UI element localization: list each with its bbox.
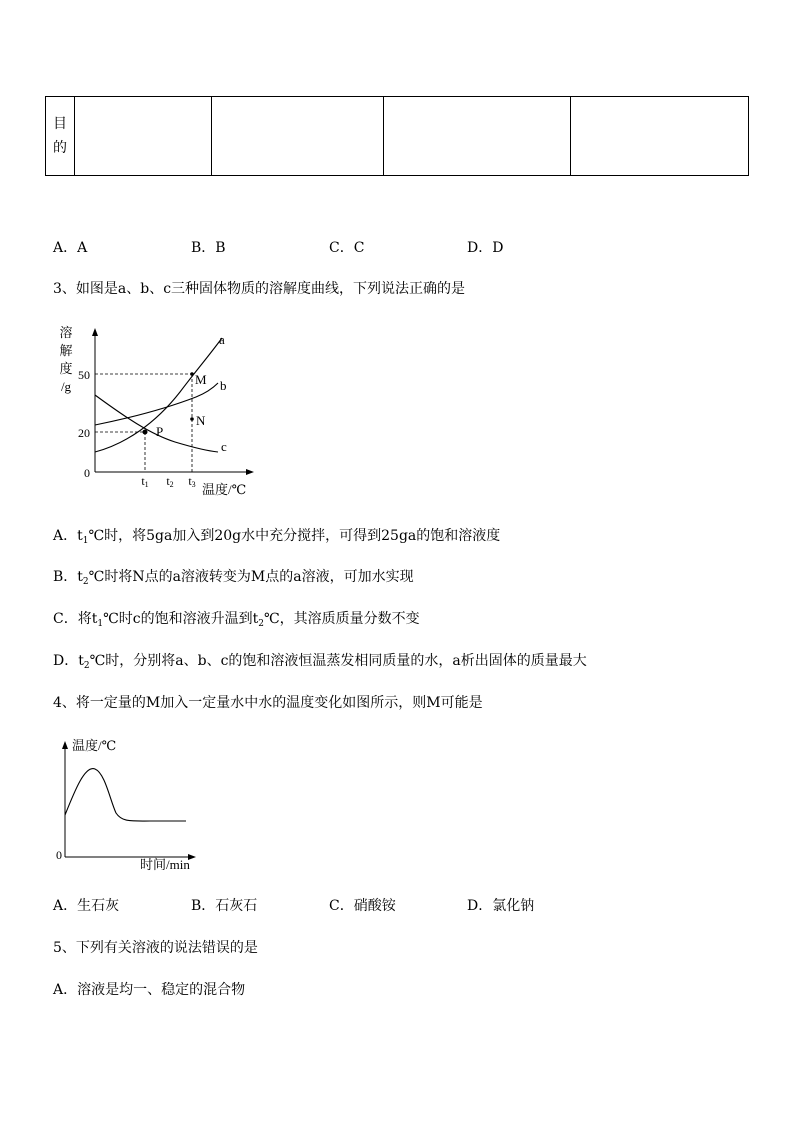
table-cell-d [571, 97, 749, 176]
q3-stem: 3、如图是a、b、c三种固体物质的溶解度曲线，下列说法正确的是 [53, 281, 466, 297]
q3-option-c: C．将$t_1℃$时c的饱和溶液升温到$t_2℃$，其溶质质量分数不变 [53, 611, 420, 629]
q3-option-b: B．$t_2℃$时将N点的a溶液转变为M点的a溶液，可加水实现 [53, 569, 414, 587]
point-label-n: N [196, 413, 206, 428]
temp-y-label: 温度/℃ [72, 738, 117, 753]
table-cell-c [384, 97, 571, 176]
table-label-cell [46, 97, 75, 176]
table-label-char-1: 目 [53, 116, 67, 132]
q2-option-a: A．A [53, 240, 88, 256]
q3-option-a: A．$t_1℃$时，将5ga加入到20g水中充分搅拌，可得到25ga的饱和溶液度 [53, 528, 501, 546]
table-label-char-2: 的 [53, 140, 67, 156]
temperature-chart [50, 735, 210, 875]
solubility-chart [50, 322, 260, 502]
y-axis-arrow [92, 328, 98, 336]
q2-option-c: C．C [329, 240, 365, 256]
x-axis-label: 温度/℃ [202, 482, 247, 497]
q5-stem: 5、下列有关溶液的说法错误的是 [53, 940, 258, 956]
temp-y-axis-arrow [62, 741, 68, 749]
curve-label-c: c [221, 439, 227, 454]
y-tick-0: 0 [84, 466, 90, 480]
q3-option-d: D．$t_2℃$时，分别将a、b、c的饱和溶液恒温蒸发相同质量的水，a析出固体的质量最大 [53, 653, 587, 671]
y-label-char-1: 溶 [59, 325, 73, 340]
temp-origin: 0 [56, 848, 62, 862]
answer-table [45, 96, 749, 176]
q2-option-b: B．B [191, 240, 226, 256]
temp-x-label: 时间/min [140, 857, 190, 872]
point-n [190, 417, 194, 421]
q4-option-a: A．生石灰 [53, 898, 120, 914]
point-p [143, 430, 148, 435]
y-label-char-4: /g [60, 379, 72, 394]
point-label-m: M [195, 372, 207, 387]
q4-stem: 4、将一定量的M加入一定量水中水的温度变化如图所示，则M可能是 [53, 695, 483, 711]
point-m [190, 372, 194, 376]
q4-option-b: B．石灰石 [191, 898, 258, 914]
q5-option-a: A．溶液是均一、稳定的混合物 [53, 982, 246, 998]
y-tick-50: 50 [78, 368, 90, 382]
x-tick-t2: t2 [166, 474, 174, 489]
y-label-char-2: 解 [59, 343, 73, 358]
x-axis-arrow [246, 469, 254, 475]
point-label-p: P [156, 424, 164, 439]
x-tick-t3: t3 [188, 474, 196, 489]
curve-label-a: a [219, 332, 225, 347]
temp-curve [65, 769, 186, 821]
table-cell-a [75, 97, 212, 176]
curve-label-b: b [220, 378, 227, 393]
q4-option-d: D．氯化钠 [467, 898, 535, 914]
y-tick-20: 20 [78, 426, 90, 440]
q2-option-d: D．D [467, 240, 504, 256]
x-tick-t1: t1 [141, 474, 149, 489]
q4-option-c: C．硝酸铵 [329, 898, 396, 914]
y-label-char-3: 度 [59, 361, 73, 376]
table-cell-b [212, 97, 384, 176]
